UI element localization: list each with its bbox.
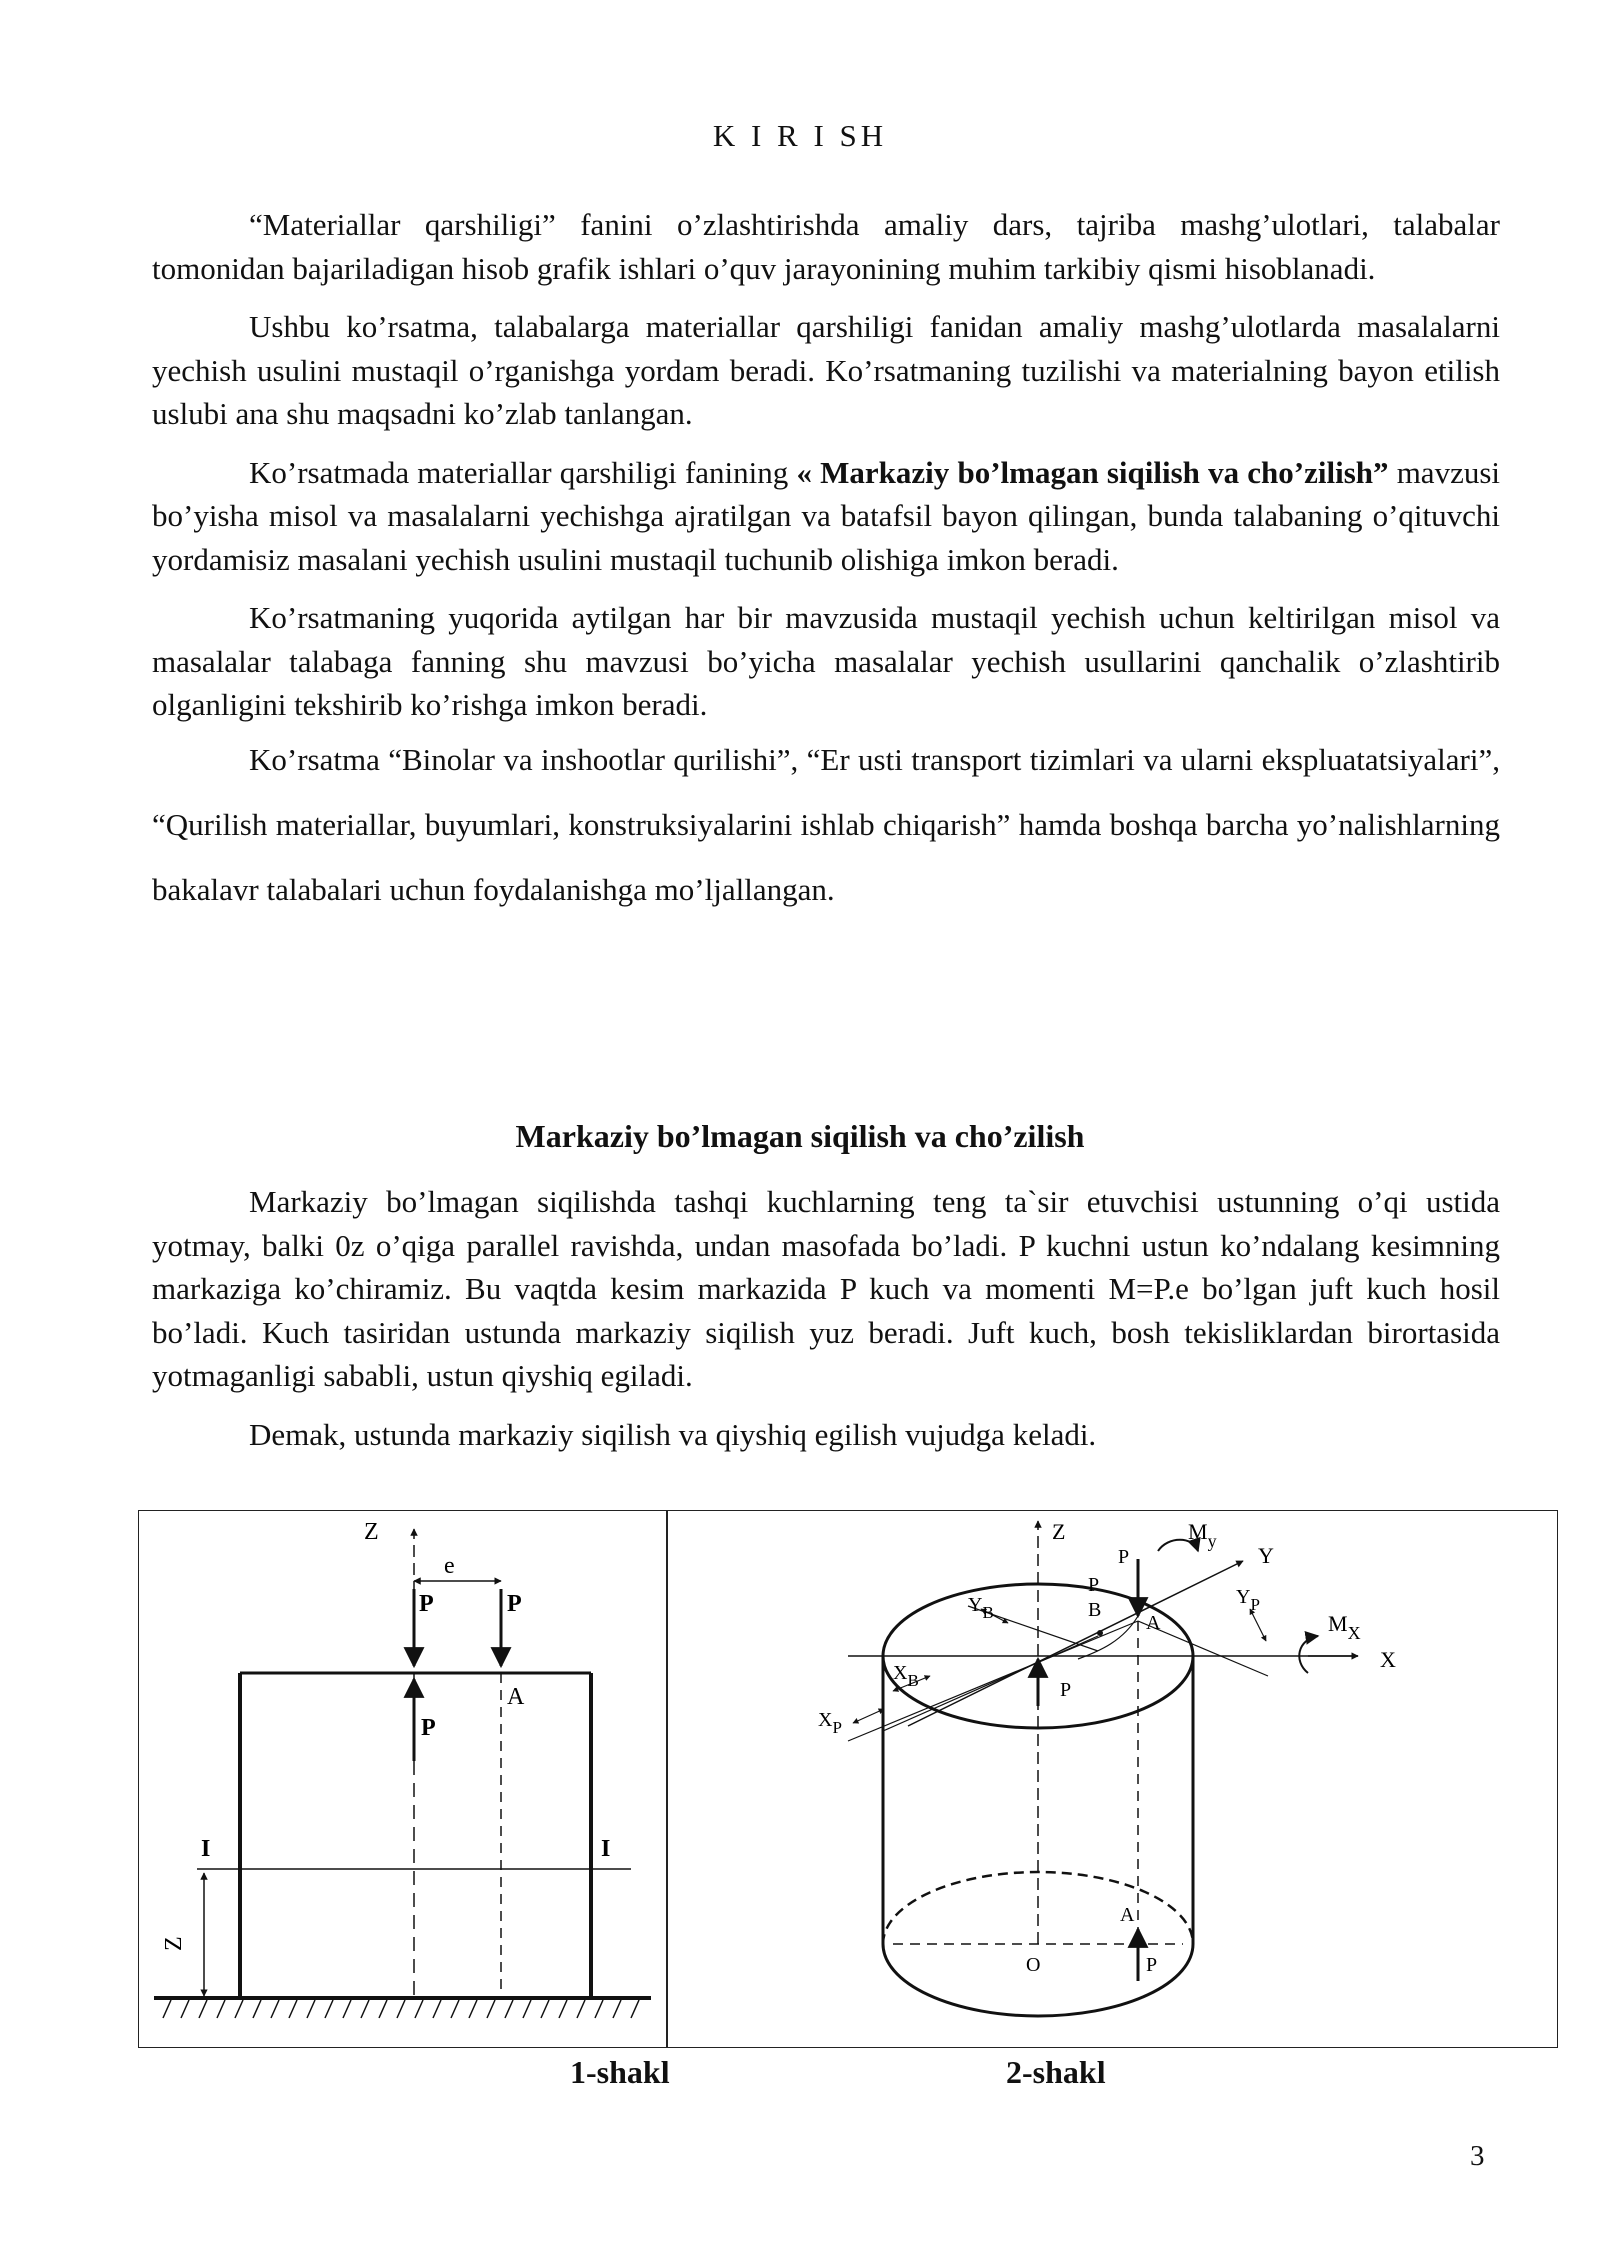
mx-label: $M_X$ bbox=[1328, 1611, 1361, 1643]
figures-frame bbox=[138, 1510, 1558, 2048]
section-text bbox=[152, 1180, 1500, 1456]
o-label: O bbox=[1026, 1954, 1041, 1976]
topic-name: « Markaziy bo’lmagan siqilish va cho’zilish” bbox=[796, 454, 1389, 490]
figure-2-cylinder-diagram bbox=[668, 1511, 1557, 2047]
figure-1-column-diagram bbox=[139, 1511, 666, 2047]
y-axis-label: Y bbox=[1258, 1543, 1274, 1568]
p-bottom-label: P bbox=[1146, 1954, 1158, 1976]
yb-label: $Y_B$ bbox=[968, 1594, 994, 1622]
point-b bbox=[1097, 1630, 1103, 1636]
a-label: A bbox=[507, 1684, 525, 1710]
paragraph-3-end: mavzusi bo’yisha misol va masalalarni yechishga ajratilgan va batafsil bayon qilingan, bunda talabaning o’qituvchi yordamisiz masalani yechish usulini mustaqil tuchunib olishiga imkon beradi. bbox=[152, 454, 1500, 577]
paragraph-1: “Materiallar qarshiligi” fanini o’zlashtirishda amaliy dars, tajriba mashg’ulotlari, talabalar tomonidan bajariladigan hisob grafik ishlari o’quv jarayonining muhim tarkibiy qismi hisoblanadi. bbox=[152, 207, 1500, 286]
paragraph-3 bbox=[152, 451, 1500, 582]
section-heading: Markaziy bo’lmagan siqilish va cho’zilish bbox=[515, 1118, 1085, 1154]
e-label: e bbox=[444, 1553, 455, 1579]
intro-text bbox=[152, 203, 1500, 922]
xp-dimension bbox=[853, 1709, 884, 1723]
figure-1-caption: 1-shakl bbox=[570, 2054, 670, 2090]
xp-label: $X_P$ bbox=[818, 1709, 842, 1737]
a-bottom-label: A bbox=[1120, 1904, 1135, 1926]
section-label-right: I bbox=[601, 1836, 611, 1862]
paragraph-5: Ko’rsatma “Binolar va inshootlar qurilishi”, “Er usti transport tizimlari va ularni ekspluatatsiyalari”, “Qurilish materiallar, buyumlari, konstruksiyalarini ishlab chiqarish” hamda boshqa barcha yo’nalishlarning bakalavr talabalari uchun foydalanishga mo’ljallangan. bbox=[152, 741, 1500, 907]
yp-label: $Y_P$ bbox=[1236, 1586, 1260, 1614]
section-label-left: I bbox=[201, 1836, 211, 1862]
p-left-label: P bbox=[419, 1591, 434, 1617]
page-number: 3 bbox=[1470, 2140, 1485, 2172]
paragraph-2: Ushbu ko’rsatma, talabalarga materiallar qarshiligi fanidan amaliy mashg’ulotlarda masalalarni yechish usulini mustaqil o’rganishga yordam beradi. Ko’rsatmaning tuzilishi va materialning bayon etilish uslubi ana shu maqsadni ko’zlab tanlangan. bbox=[152, 309, 1500, 431]
mx-moment-arrow bbox=[1299, 1636, 1318, 1673]
z-dimension-label: Z bbox=[161, 1936, 187, 1951]
p-top-label: P bbox=[1118, 1546, 1130, 1568]
paragraph-6: Markaziy bo’lmagan siqilishda tashqi kuchlarning teng ta`sir etuvchisi ustunning o’qi ustida yotmay, balki 0z o’qiga parallel ravishda, undan masofada bo’ladi. P kuchni ustun ko’ndalang kesimning markaziga ko’chiramiz. Bu vaqtda kesim markazida P kuch va momenti M=P.e bo’lgan juft kuch hosil bo’ladi. Kuch tasiridan ustunda markaziy siqilish yuz beradi. Juft kuch, bosh tekisliklardan birortasida yotmaganligi sababli, ustun qiyshiq egiladi. bbox=[152, 1184, 1500, 1393]
my-label: $M_y$ bbox=[1188, 1519, 1217, 1551]
b-label: B bbox=[1088, 1599, 1102, 1621]
p-b-label: P bbox=[1088, 1574, 1100, 1596]
ground-hatching bbox=[163, 2000, 639, 2018]
z-axis-label: Z bbox=[364, 1519, 379, 1545]
z-axis-label: Z bbox=[1052, 1519, 1066, 1544]
paragraph-4: Ko’rsatmaning yuqorida aytilgan har bir mavzusida mustaqil yechish uchun keltirilgan misol va masalalar talabaga fanning shu mavzusi bo’yicha masalalar yechish usullarini qanchalik o’zlashtirib olganligini tekshirib ko’rishga imkon beradi. bbox=[152, 600, 1500, 722]
xb-label: $X_B$ bbox=[893, 1662, 919, 1690]
paragraph-7: Demak, ustunda markaziy siqilish va qiyshiq egilish vujudga keladi. bbox=[249, 1416, 1097, 1452]
p-right-label: P bbox=[507, 1591, 522, 1617]
p-up-label: P bbox=[421, 1715, 436, 1741]
figure-2-caption: 2-shakl bbox=[1006, 2054, 1106, 2090]
a-top-label: A bbox=[1146, 1612, 1161, 1634]
p-center-label: P bbox=[1060, 1679, 1072, 1701]
paragraph-3-start: Ko’rsatmada materiallar qarshiligi fanining bbox=[249, 454, 797, 490]
page-title: K I R I SH bbox=[712, 118, 888, 153]
x-axis-label: X bbox=[1380, 1647, 1396, 1672]
